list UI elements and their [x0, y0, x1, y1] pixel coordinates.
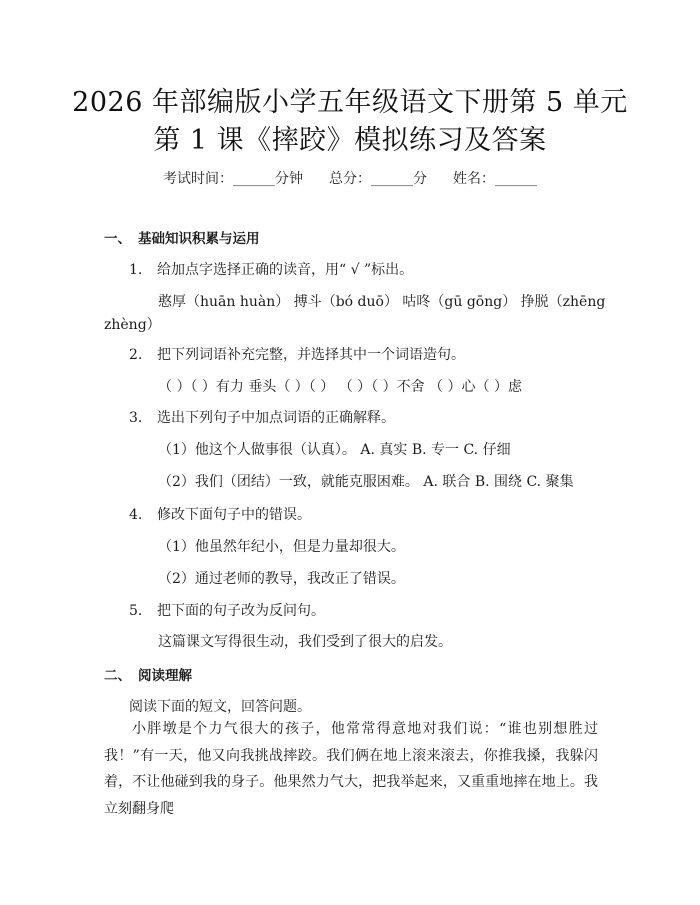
- document-title-line2: 第 1 课《摔跤》模拟练习及答案: [153, 125, 547, 156]
- question-2: [129, 345, 465, 365]
- section1-number: 一、: [104, 231, 131, 247]
- question-4: [129, 505, 311, 525]
- question-4-text: 修改下面句子中的错误。: [157, 507, 311, 523]
- question-3-text: 选出下列句子中加点词语的正确解释。: [157, 410, 395, 426]
- question-4-number: 4.: [129, 507, 143, 523]
- exam-score-field: 总分：______分: [329, 171, 427, 187]
- question-3-number: 3.: [129, 410, 143, 426]
- reading-passage: 小胖墩是个力气很大的孩子，他常常得意地对我们说：“谁也别想胜过我！”有一天，他又向我挑战摔跤。我们俩在地上滚来滚去，你推我搡，我躲闪着，不让他碰到我的身子。他果然力气大，把我举起来，又重重地摔在地上。我立刻翻身爬: [104, 721, 598, 817]
- question-2-blanks: （ ）（ ）有力 垂头（ ）（ ） （ ）（ ）不舍 （ ）心（ ）虑: [158, 379, 522, 395]
- section2-title: 阅读理解: [138, 668, 192, 684]
- question-5-number: 5.: [129, 603, 143, 619]
- exam-time-field: 考试时间：______分钟: [163, 171, 303, 187]
- question-1-number: 1.: [129, 262, 143, 278]
- question-3-item1: （1）他这个人做事很（认真）。 A. 真实 B. 专一 C. 仔细: [158, 442, 511, 458]
- question-1-options-line2: zhèng）: [104, 317, 161, 333]
- section2-number: 二、: [104, 668, 131, 684]
- question-1-text: 给加点字选择正确的读音，用“ √ ”标出。: [157, 262, 414, 278]
- exam-info: [0, 168, 700, 188]
- question-1-options-line1: 憨厚（huān huàn） 搏斗（bó duō） 咕咚（gū gōng） 挣脱（zhēng: [158, 294, 606, 310]
- exam-name-field: 姓名：______: [453, 171, 537, 187]
- question-3: [129, 408, 395, 428]
- question-4-item2: （2）通过老师的教导，我改正了错误。: [158, 571, 405, 587]
- question-2-text: 把下列词语补充完整，并选择其中一个词语造句。: [157, 347, 465, 363]
- question-3-item2: （2）我们（团结）一致，就能克服困难。 A. 联合 B. 围绕 C. 聚集: [158, 474, 574, 490]
- section1-title: 基础知识积累与运用: [138, 231, 260, 247]
- question-1: [129, 260, 413, 280]
- question-2-number: 2.: [129, 347, 143, 363]
- question-5-text: 把下面的句子改为反问句。: [157, 603, 325, 619]
- document-title-line1: 2026 年部编版小学五年级语文下册第 5 单元: [72, 87, 628, 118]
- question-4-item1: （1）他虽然年纪小，但是力量却很大。: [158, 539, 405, 555]
- section1-heading: [104, 229, 260, 249]
- section2-heading: [104, 666, 192, 686]
- question-5: [129, 601, 325, 621]
- reading-instruction: 阅读下面的短文，回答问题。: [129, 699, 311, 715]
- question-5-sentence: 这篇课文写得很生动，我们受到了很大的启发。: [158, 634, 452, 650]
